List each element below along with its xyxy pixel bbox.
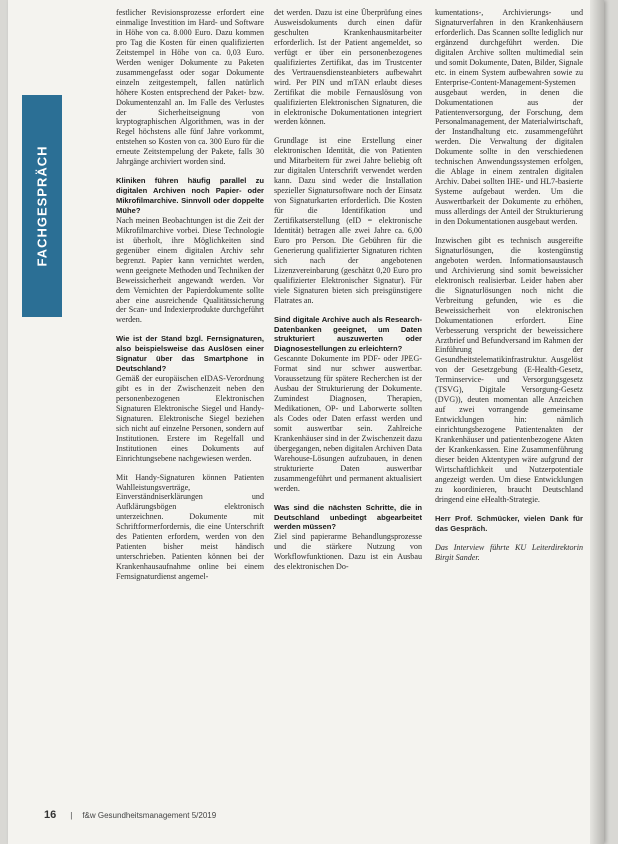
body-paragraph: Ziel sind papierarme Behandlungsprozesse und die stärkere Nutzung von Workflowfunktionen. Dazu ist ein Ausbau des elektronischen Do- [274, 532, 422, 572]
section-label: FACHGESPRÄCH [34, 145, 50, 267]
body-paragraph: Gemäß der europäischen eIDAS-Verordnung gibt es in der Zwischenzeit neben den personenbezogenen Elektronischen Signaturen Elektronische Siegel und Handy-Signaturen. Elektronische Siegel beziehen sich nicht auf einzelne Personen, sondern auf Institutionen. Erstere im Regelfall und Institutionen eines Dokuments auf Einrichtungsebene nachgewiesen werden. [116, 373, 264, 463]
section-tab [22, 95, 62, 317]
page-number: 16 [44, 809, 57, 821]
body-paragraph: Gescannte Dokumente im PDF- oder JPEG-Format sind nur schwer auswertbar. Voraussetzung für spätere Recherchen ist der Ausbau der Strukturierung der Dokumente. Zumindest Diagnosen, Therapien, Medikationen, OP- und Laborwerte sollten als Codes oder Daten erfasst werden und somit auswertbar sein. Zahlreiche Krankenhäuser sind in der Zwischenzeit dazu übergegangen, neben digitalen Archiven Data Warehouse-Lösungen aufzubauen, in denen strukturierte Daten auswertbar zusammengeführt und permanent aktualisiert werden. [274, 354, 422, 493]
interview-question: Sind digitale Archive auch als Research-Datenbanken geeignet, um Daten strukturiert auszuwerten oder Diagnosestellungen zu erleichtern? [274, 314, 422, 354]
interview-question: Was sind die nächsten Schritte, die in Deutschland unbedingt abgearbeitet werden müssen? [274, 502, 422, 532]
magazine-page [8, 0, 604, 844]
body-paragraph: Mit Handy-Signaturen können Patienten Wahlleistungsverträge, Einverständniserklärungen und Aufklärungsbögen elektronisch unterzeichnen. Dokumente mit Schriftformerfordernis, die eine Unterschrift des Patienten erfordern, werden von den Patienten bisher meist händisch unterschrieben. Patienten können bei der Krankenhausaufnahme online bei einem Fernsignaturdienst angemel- [116, 472, 264, 582]
footer-separator: | [70, 811, 73, 820]
body-paragraph: det werden. Dazu ist eine Überprüfung eines Ausweisdokuments durch einen dafür geschulten Krankenhausmitarbeiter erforderlich. Ist der Patient angemeldet, so verfügt er über ein personenbezogenes qualifiziertes Zertifikat, das im Trustcenter des Vertrauensdiensteanbieters aufbewahrt wird. Per PIN und mTAN erlaubt dieses Zertifikat die mobile Fernauslösung von qualifizierten Elektronischen Signaturen, die in elektronische Dokumentationen integriert werden können. [274, 8, 422, 127]
text-column-1 [116, 8, 264, 591]
text-column-3 [435, 8, 583, 572]
interview-question: Kliniken führen häufig parallel zu digitalen Archiven noch Papier- oder Mikrofilmarchive. Sinnvoll oder doppelte Mühe? [116, 176, 264, 215]
interview-question: Wie ist der Stand bzgl. Fernsignaturen, also beispielsweise das Auslösen einer Signatur über das Smartphone in Deutschland? [116, 334, 264, 374]
body-paragraph: kumentations-, Archivierungs- und Signaturverfahren in den Krankenhäusern erforderlich. Das Scannen sollte lediglich nur ergänzend durchgeführt werden. Die digitalen Archive sollten multimedial sein und somit Dokumente, Daten, Bilder, Signale etc. in einem System aufbewahren sowie zu Enterprise-Content-Management-Systemen ausgebaut werden, in denen die Dokumentationen aus der Patientenversorgung, der Forschung, dem Personalmanagement, der Materialwirtschaft, der Instandhaltung etc. zusammengeführt werden. Die Verwaltung der digitalen Dokumente sollte in den verschiedenen technischen Anwendungssystemen erfolgen, die Ablage in einem zentralen digitalen Archiv. Dabei sollten IHE- und HL7-basierte Systeme aufgebaut werden. Um die Auswertbarkeit der Dokumente zu erhöhen, muss allerdings der Anteil der Strukturierung in den Dokumentationen ausgebaut werden. [435, 8, 583, 227]
text-column-2 [274, 8, 422, 581]
body-paragraph: Grundlage ist eine Erstellung einer elektronischen Identität, die von Patienten und Mitarbeitern für zwei Jahre beliebig oft zur digitalen Unterschrift verwendet werden kann. Dazu sind weder die Installation spezieller Signatursoftware noch der Einsatz von Signaturkarten erforderlich. Die Kosten für die Identifikation und Zertifikatserstellung (eID = elektronische Identität) betragen alle zwei Jahre ca. 6,00 Euro pro Person. Die Gebühren für die Generierung qualifizierter Signaturen richten sich nach der angebotenen Lizenzvereinbarung (geschätzt 0,20 Euro pro qualifizierter Elektronischer Signatur). Für viele Signaturen bieten sich preisgünstigere Flatrates an. [274, 136, 422, 305]
closing-thanks: Herr Prof. Schmücker, vielen Dank für das Gespräch. [435, 513, 583, 533]
publication-name: f&w Gesundheitsmanagement 5/2019 [82, 811, 217, 820]
interview-credit: Das Interview führte KU Leiterdirektorin Birgit Sander. [435, 542, 583, 562]
binding-gutter [590, 0, 604, 844]
body-paragraph: festlicher Revisionsprozesse erfordert eine einmalige Investition im Hard- und Software in Höhe von ca. 8.000 Euro. Dazu kommen pro Tag die Kosten für einen qualifizierten Zeitstempel in Höhe von ca. 0,03 Euro. Werden weniger Dokumente zu Paketen zusammengefasst oder sogar Dokumente einzeln zeitgestempelt, fallen natürlich höhere Kosten entsprechend der Paket- bzw. Dokumentenzahl an. Im Falle des Verlustes der Sicherheitseignung von kryptographischen Algorithmen, was in der Regel höchstens alle fünf Jahre vorkommt, entstehen so Kosten von ca. 300 Euro für die erneute Zeitstempelung der Pakete, falls 30 Jahrgänge archiviert worden sind. [116, 8, 264, 167]
page-footer [44, 809, 216, 821]
body-paragraph: Nach meinen Beobachtungen ist die Zeit der Mikrofilmarchive vorbei. Diese Technologie ist überholt, ihre Möglichkeiten sind gegenüber einem digitalen Archiv sehr begrenzt. Papier kann vernichtet werden, wenn geeignete Methoden und Techniken der Beweissicherheit angewandt werden. Vor dem Vernichten der Papierdokumente sollte aber eine ausreichende Qualitätssicherung der Scan- und Indexierprodukte durchgeführt werden. [116, 215, 264, 325]
body-paragraph: Inzwischen gibt es technisch ausgereifte Signaturlösungen, die kostengünstig angeboten werden. Informationsaustausch und Archivierung sind somit beweissicher elektronisch realisierbar. Leider haben aber die Signaturlösungen noch nicht die Verbreitung gefunden, wie es die Beweissicherheit von elektronischen Dokumentationen erfordert. Eine Verbesserung verspricht der beweissichere Arztbrief und Befundversand im Rahmen der Einführung der Gesundheitstelematikinfrastruktur. Ausgelöst von der Gesetzgebung (E-Health-Gesetz, Terminservice- und Versorgungsgesetz (TSVG), Digitale Versorgung-Gesetz (DVG)), deuten momentan alle Anzeichen auf zwei vorrangende gemeinsame Entwicklungen hin: nämlich einrichtungsbezogene Patientenakten der Krankenhäuser und patientenbezogene Akten der Krankenkassen. Eine Zusammenführung dieser beiden Aktentypen wäre aufgrund der Wirtschaftlichkeit und Nutzerpotentiale angezeigt werden. Um diese Entwicklungen zu koordinieren, braucht Deutschland dringend eine eHealth-Strategie. [435, 235, 583, 504]
